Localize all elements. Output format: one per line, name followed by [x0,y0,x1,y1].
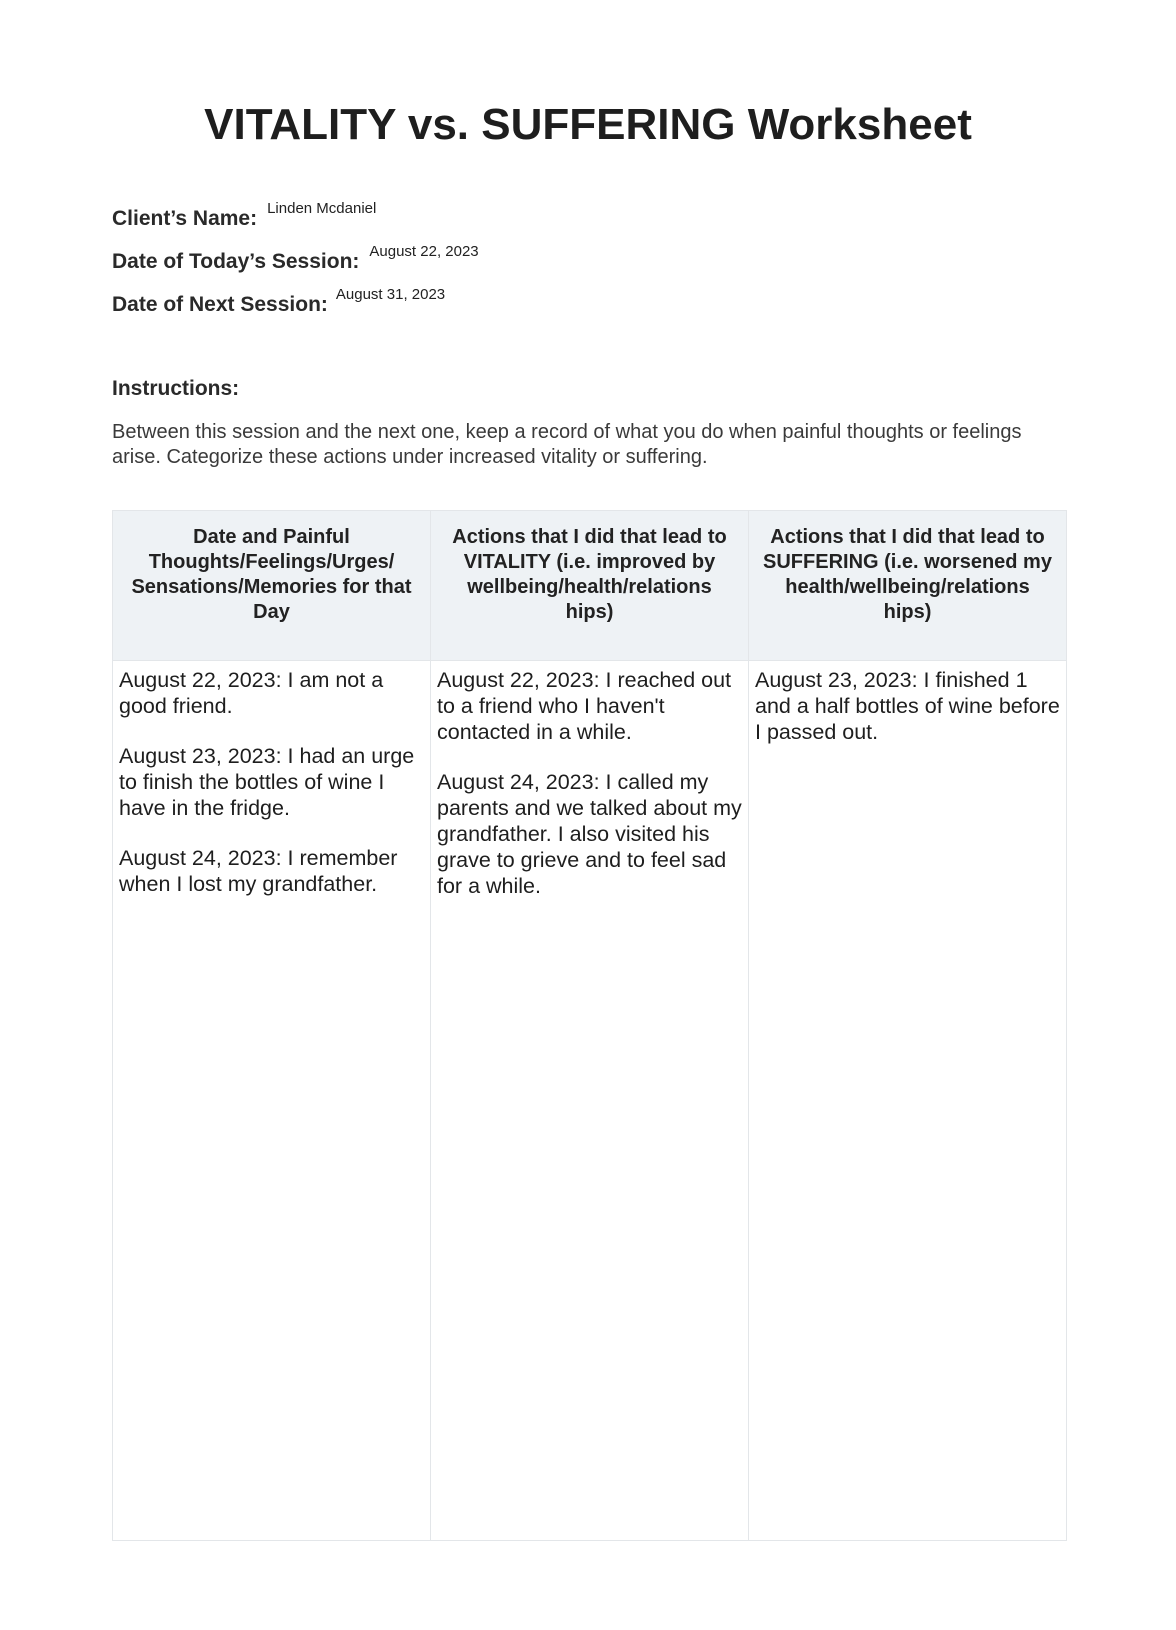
next-session-row [112,286,445,318]
today-session-row [112,243,479,275]
today-session-label: Date of Today’s Session: [112,250,360,273]
next-session-value: August 31, 2023 [335,286,446,303]
header-suffering-actions: Actions that I did that lead to SUFFERING (i.e. worsened my health/wellbeing/relations hips) [749,511,1067,661]
worksheet-table [112,510,1067,1541]
client-name-value: Linden Mcdaniel [267,200,377,217]
header-vitality-actions: Actions that I did that lead to VITALITY (i.e. improved by wellbeing/health/relations hips) [431,511,749,661]
cell-painful-thoughts[interactable] [113,661,431,1541]
list-item: August 23, 2023: I finished 1 and a half bottles of wine before I passed out. [755,668,1060,744]
table-header-row [113,511,1067,661]
client-name-label: Client’s Name: [112,207,258,230]
list-item: August 23, 2023: I had an urge to finish the bottles of wine I have in the fridge. [119,744,415,820]
instructions-text: Between this session and the next one, keep a record of what you do when painful thoughts or feelings arise. Categorize these actions under increased vitality or suffering. [112,421,1022,468]
cell-suffering-actions[interactable] [749,661,1067,1541]
list-item: August 24, 2023: I called my parents and we talked about my grandfather. I also visited his grave to grieve and to feel sad for a while. [437,770,742,898]
client-name-row [112,200,376,232]
list-item: August 22, 2023: I reached out to a friend who I haven't contacted in a while. [437,668,732,744]
today-session-value: August 22, 2023 [369,243,479,260]
header-painful-thoughts: Date and Painful Thoughts/Feelings/Urges/ Sensations/Memories for that Day [113,511,431,661]
page-title: VITALITY vs. SUFFERING Worksheet [204,100,972,149]
list-item: August 24, 2023: I remember when I lost my grandfather. [119,846,398,896]
table-row [113,661,1067,1541]
list-item: August 22, 2023: I am not a good friend. [119,668,384,718]
next-session-label: Date of Next Session: [112,293,328,316]
instructions-heading: Instructions: [112,377,240,400]
cell-vitality-actions[interactable] [431,661,749,1541]
